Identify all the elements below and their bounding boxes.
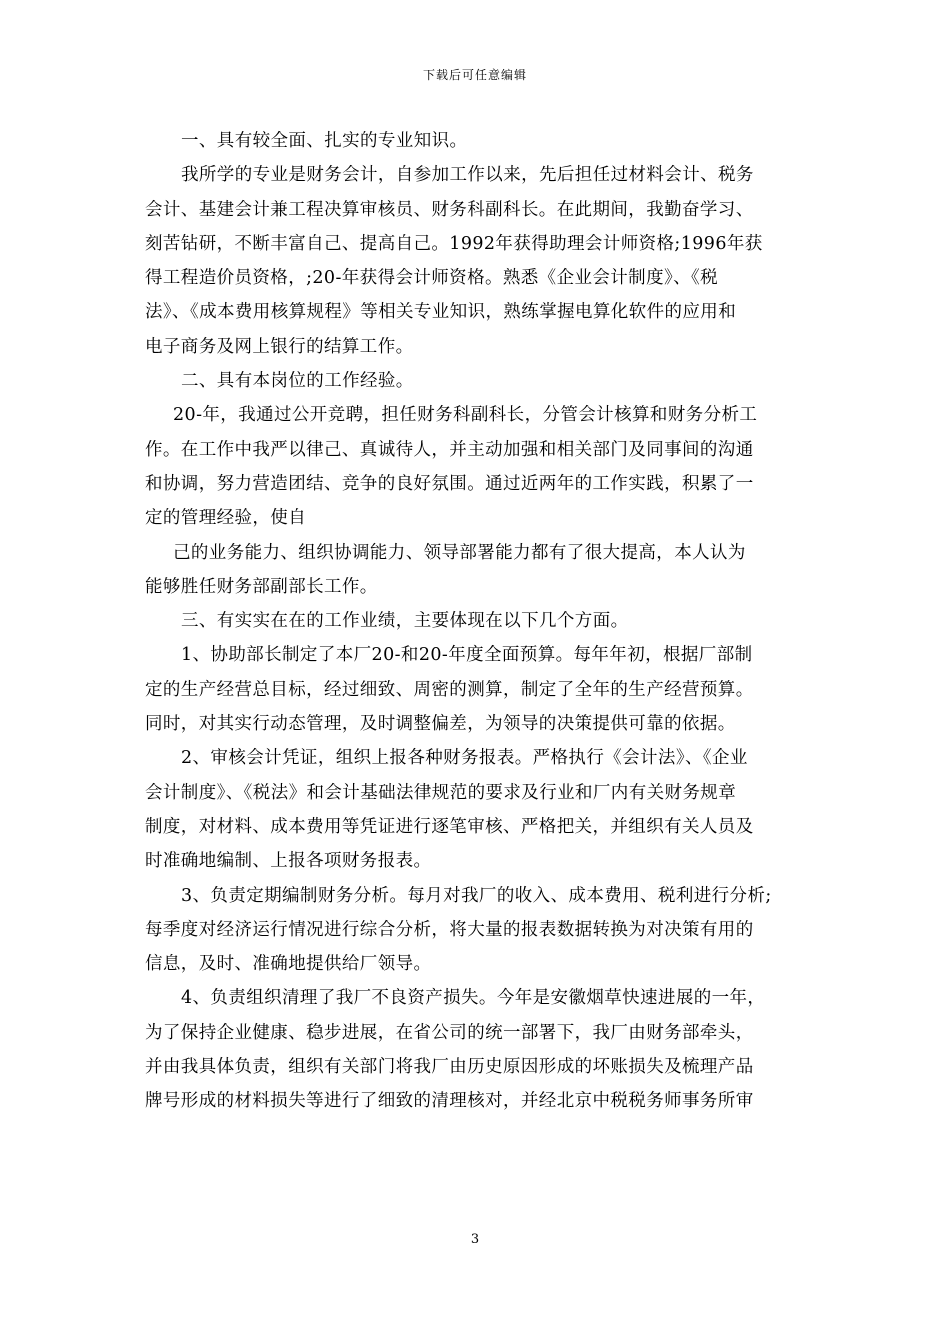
text-line: 制度，对材料、成本费用等凭证进行逐笔审核、严格把关，并组织有关人员及 — [145, 816, 754, 837]
section-heading-3: 三、有实实在在的工作业绩，主要体现在以下几个方面。 — [181, 611, 629, 632]
text-line: 作。在工作中我严以律己、真诚待人，并主动加强和相关部门及同事间的沟通 — [145, 439, 754, 460]
text-line: 我所学的专业是财务会计，自参加工作以来，先后担任过材料会计、税务 — [181, 165, 754, 186]
text-line: 20-年，我通过公开竞聘，担任财务科副科长，分管会计核算和财务分析工 — [173, 405, 758, 426]
text-line: 能够胜任财务部副部长工作。 — [145, 576, 378, 597]
page-header: 下载后可任意编辑 — [422, 68, 527, 82]
text-line: 信息，及时、准确地提供给厂领导。 — [145, 954, 432, 975]
document-body — [145, 124, 807, 1119]
text-line: 己的业务能力、组织协调能力、领导部署能力都有了很大提高，本人认为 — [173, 542, 746, 563]
text-line: 刻苦钻研，不断丰富自己、提高自己。1992年获得助理会计师资格;1996年获 — [145, 233, 763, 254]
text-line: 为了保持企业健康、稳步进展，在省公司的统一部署下，我厂由财务部牵头， — [145, 1022, 754, 1043]
text-line: 每季度对经济运行情况进行综合分析，将大量的报表数据转换为对决策有用的 — [145, 919, 754, 940]
text-line: 得工程造价员资格，;20-年获得会计师资格。熟悉《企业会计制度》、《税 — [145, 268, 719, 289]
text-line: 和协调，努力营造团结、竞争的良好氛围。通过近两年的工作实践，积累了一 — [145, 473, 754, 494]
page-number: 3 — [470, 1232, 480, 1247]
text-line: 2、审核会计凭证，组织上报各种财务报表。严格执行《会计法》、《企业 — [181, 748, 748, 769]
text-line: 定的生产经营总目标，经过细致、周密的测算，制定了全年的生产经营预算。 — [145, 679, 754, 700]
text-line: 电子商务及网上银行的结算工作。 — [145, 336, 414, 357]
text-line: 同时，对其实行动态管理，及时调整偏差，为领导的决策提供可靠的依据。 — [145, 714, 736, 735]
text-line: 会计制度》、《税法》和会计基础法律规范的要求及行业和厂内有关财务规章 — [145, 782, 737, 803]
text-line: 法》、《成本费用核算规程》等相关专业知识，熟练掌握电算化软件的应用和 — [145, 302, 737, 323]
text-line: 定的管理经验，使自 — [145, 508, 307, 529]
text-line: 4、负责组织清理了我厂不良资产损失。今年是安徽烟草快速进展的一年， — [181, 988, 766, 1009]
section-heading-1: 一、具有较全面、扎实的专业知识。 — [181, 131, 468, 151]
text-line: 会计、基建会计兼工程决算审核员、财务科副科长。在此期间，我勤奋学习、 — [145, 199, 754, 220]
text-line: 时准确地编制、上报各项财务报表。 — [145, 851, 432, 872]
text-line: 1、协助部长制定了本厂20-和20-年度全面预算。每年年初，根据厂部制 — [181, 645, 753, 666]
text-line: 牌号形成的材料损失等进行了细致的清理核对，并经北京中税税务师事务所审 — [145, 1091, 754, 1112]
text-line: 并由我具体负责，组织有关部门将我厂由历史原因形成的坏账损失及梳理产品 — [145, 1057, 754, 1078]
section-heading-2: 二、具有本岗位的工作经验。 — [181, 371, 414, 392]
text-line: 3、负责定期编制财务分析。每月对我厂的收入、成本费用、税利进行分析; — [181, 885, 772, 906]
